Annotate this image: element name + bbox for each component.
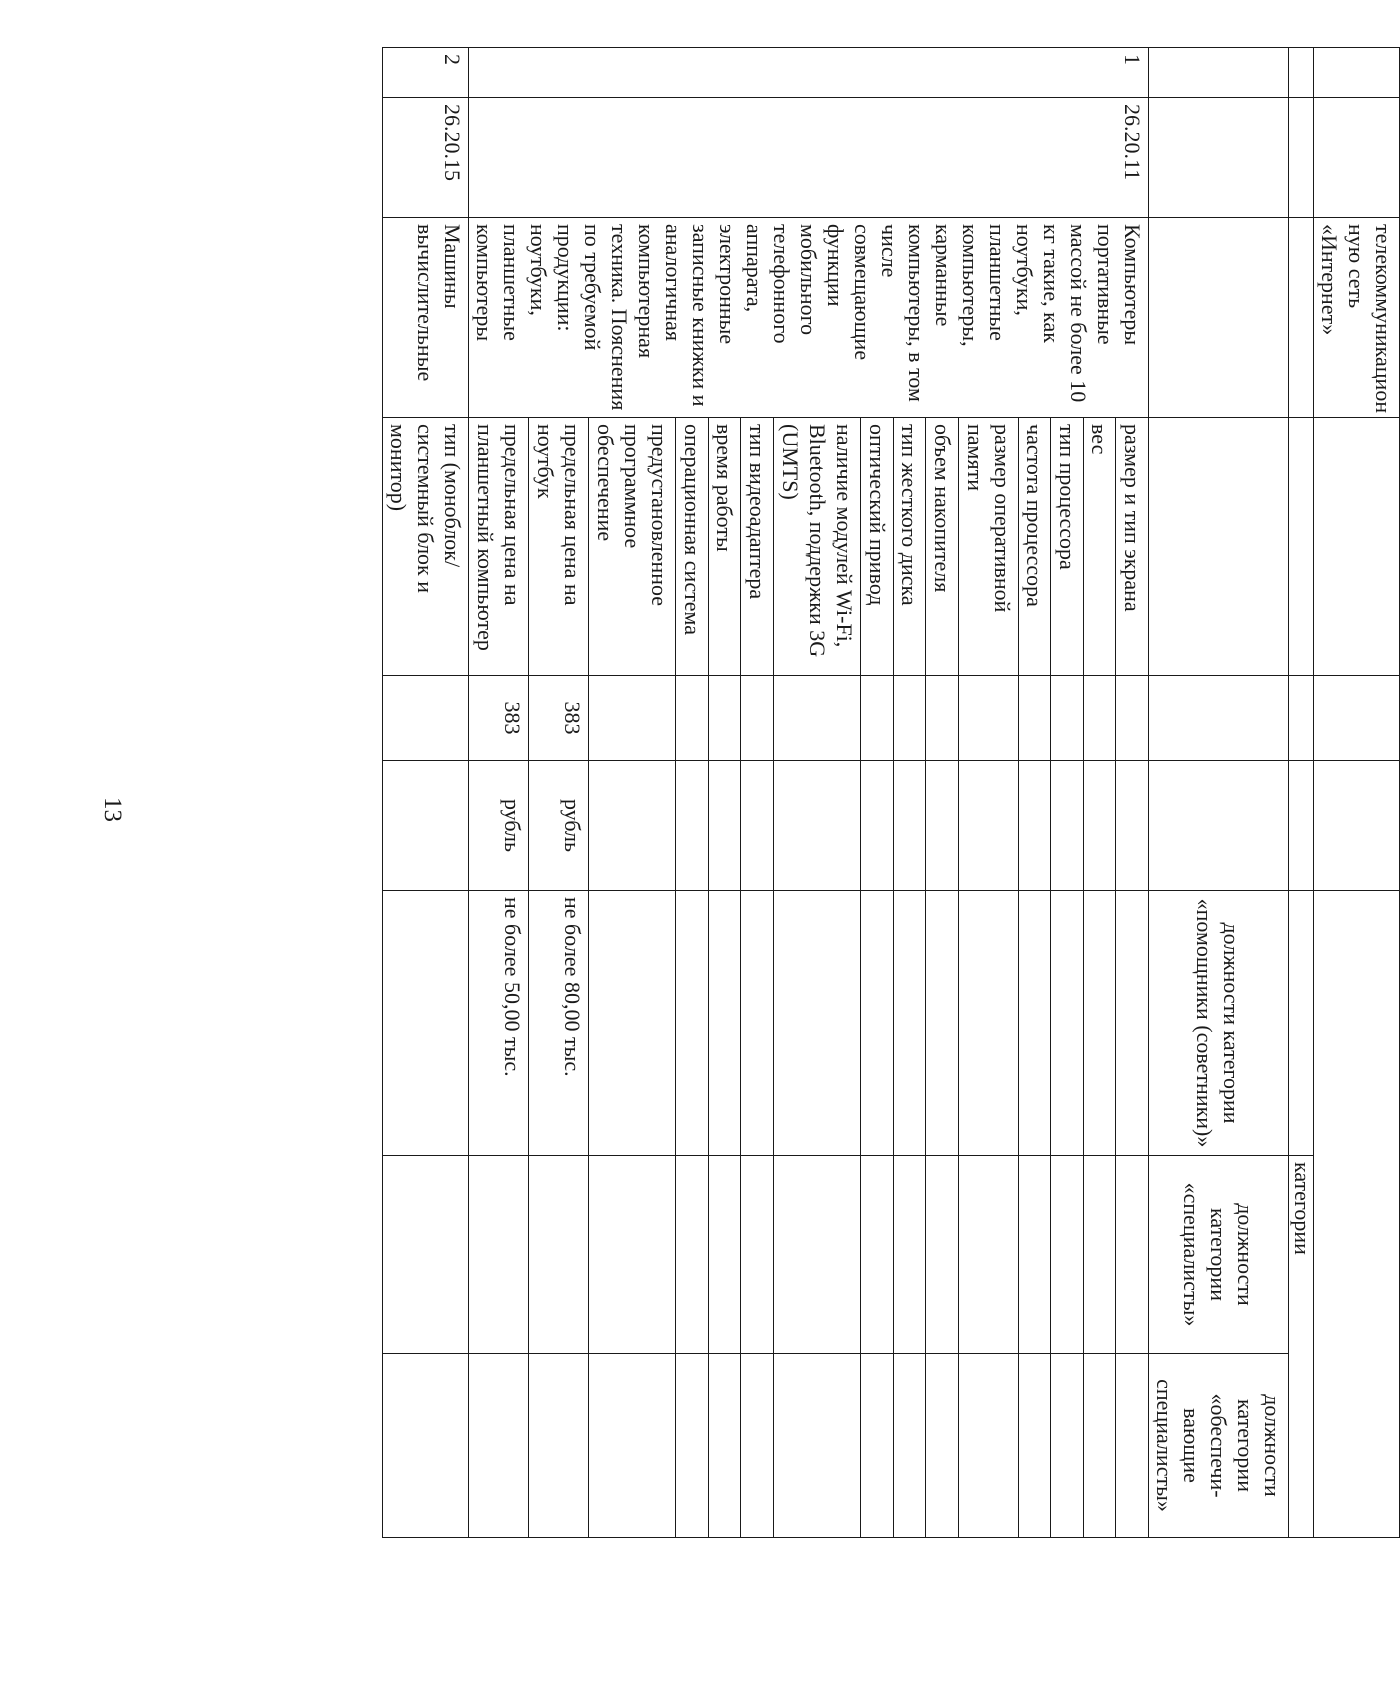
hdr2-name bbox=[1289, 218, 1314, 418]
char-assistants bbox=[1116, 891, 1149, 1156]
hdr-cell-char bbox=[1314, 418, 1400, 676]
char-specialists bbox=[1018, 1156, 1051, 1354]
char-unit bbox=[589, 761, 676, 891]
char-name: наличие модулей Wi-Fi, Bluetooth, поддержки 3G (UMTS) bbox=[774, 418, 861, 676]
char-name: тип жесткого диска bbox=[893, 418, 926, 676]
item1-name: Компьютеры портативные массой не более 10 кг такие, как ноутбуки, планшетные компьютеры, карманные компьютеры, в том числе совмещающие функции мобильного телефонного аппарата, электронные записные книжки и аналогичная компьютерная техника. Пояснения по требуемой продукции: ноутбуки, планшетные компьютеры bbox=[469, 218, 1149, 418]
char-support bbox=[1051, 1354, 1084, 1538]
char-okei bbox=[958, 676, 1018, 761]
hdr-cell-code bbox=[1314, 98, 1400, 218]
hdr2-num bbox=[1289, 48, 1314, 98]
char-assistants: не более 80,00 тыс. bbox=[529, 891, 589, 1156]
requirements-table-rotated bbox=[178, 47, 1400, 1537]
char-okei: 383 bbox=[529, 676, 589, 761]
char-support bbox=[893, 1354, 926, 1538]
hdr-internet-text: телекоммуникацион ную сеть «Интернет» bbox=[1314, 218, 1400, 418]
categories-label: категории bbox=[1289, 1156, 1314, 1538]
char-support bbox=[469, 1354, 529, 1538]
char-specialists bbox=[958, 1156, 1018, 1354]
char-specialists bbox=[1116, 1156, 1149, 1354]
char-specialists bbox=[589, 1156, 676, 1354]
hdr-cell-okei bbox=[1314, 676, 1400, 761]
char-okei bbox=[926, 676, 959, 761]
char-support bbox=[1018, 1354, 1051, 1538]
char-support bbox=[741, 1354, 774, 1538]
char-assistants bbox=[741, 891, 774, 1156]
item2-okei bbox=[383, 676, 469, 761]
col-specialists-header: должности категории «специалисты» bbox=[1149, 1156, 1289, 1354]
char-name: предельная цена на ноутбук bbox=[529, 418, 589, 676]
char-name: частота процессора bbox=[1018, 418, 1051, 676]
char-unit: рубль bbox=[469, 761, 529, 891]
char-specialists bbox=[774, 1156, 861, 1354]
hdr3-okei bbox=[1149, 676, 1289, 761]
hdr2-unit bbox=[1289, 761, 1314, 891]
char-support bbox=[589, 1354, 676, 1538]
char-unit: рубль bbox=[529, 761, 589, 891]
char-support bbox=[926, 1354, 959, 1538]
char-unit bbox=[741, 761, 774, 891]
char-okei: 383 bbox=[469, 676, 529, 761]
char-support bbox=[1116, 1354, 1149, 1538]
hdr3-num bbox=[1149, 48, 1289, 98]
item2-unit bbox=[383, 761, 469, 891]
char-okei bbox=[774, 676, 861, 761]
item2-specialists bbox=[383, 1156, 469, 1354]
char-support bbox=[861, 1354, 894, 1538]
hdr2-code bbox=[1289, 98, 1314, 218]
item2-code: 26.20.15 bbox=[383, 98, 469, 218]
char-name: размер оперативной памяти bbox=[958, 418, 1018, 676]
char-support bbox=[1083, 1354, 1116, 1538]
char-name: предельная цена на планшетный компьютер bbox=[469, 418, 529, 676]
char-unit bbox=[1116, 761, 1149, 891]
hdr3-char bbox=[1149, 418, 1289, 676]
char-assistants bbox=[708, 891, 741, 1156]
char-assistants bbox=[1051, 891, 1084, 1156]
char-name: предустановленное программное обеспечение bbox=[589, 418, 676, 676]
char-name: операционная система bbox=[676, 418, 709, 676]
item2-assistants bbox=[383, 891, 469, 1156]
char-assistants bbox=[676, 891, 709, 1156]
char-unit bbox=[676, 761, 709, 891]
char-name: вес bbox=[1083, 418, 1116, 676]
char-name: объем накопителя bbox=[926, 418, 959, 676]
item2-support bbox=[383, 1354, 469, 1538]
hdr2-okei bbox=[1289, 676, 1314, 761]
char-support bbox=[708, 1354, 741, 1538]
char-name: тип видеоадаптера bbox=[741, 418, 774, 676]
hdr-cell-values bbox=[1314, 891, 1400, 1538]
char-specialists bbox=[676, 1156, 709, 1354]
char-support bbox=[774, 1354, 861, 1538]
char-assistants: не более 50,00 тыс. bbox=[469, 891, 529, 1156]
char-unit bbox=[1051, 761, 1084, 891]
char-okei bbox=[861, 676, 894, 761]
hdr2-assistants bbox=[1289, 891, 1314, 1156]
item2-name: Машины вычислительные bbox=[383, 218, 469, 418]
char-specialists bbox=[469, 1156, 529, 1354]
item1-num: 1 bbox=[469, 48, 1149, 98]
char-specialists bbox=[926, 1156, 959, 1354]
hdr2-char bbox=[1289, 418, 1314, 676]
page-number: 13 bbox=[99, 797, 126, 822]
char-name: тип процессора bbox=[1051, 418, 1084, 676]
char-specialists bbox=[893, 1156, 926, 1354]
char-specialists bbox=[529, 1156, 589, 1354]
char-assistants bbox=[1083, 891, 1116, 1156]
char-okei bbox=[589, 676, 676, 761]
char-okei bbox=[741, 676, 774, 761]
char-specialists bbox=[861, 1156, 894, 1354]
hdr3-unit bbox=[1149, 761, 1289, 891]
char-specialists bbox=[741, 1156, 774, 1354]
char-assistants bbox=[893, 891, 926, 1156]
char-unit bbox=[708, 761, 741, 891]
char-okei bbox=[1018, 676, 1051, 761]
char-okei bbox=[676, 676, 709, 761]
char-support bbox=[958, 1354, 1018, 1538]
char-unit bbox=[893, 761, 926, 891]
hdr3-code bbox=[1149, 98, 1289, 218]
char-okei bbox=[708, 676, 741, 761]
char-assistants bbox=[589, 891, 676, 1156]
char-unit bbox=[1018, 761, 1051, 891]
char-name: время работы bbox=[708, 418, 741, 676]
char-okei bbox=[893, 676, 926, 761]
hdr-cell-unit bbox=[1314, 761, 1400, 891]
char-okei bbox=[1116, 676, 1149, 761]
hdr3-name bbox=[1149, 218, 1289, 418]
char-unit bbox=[926, 761, 959, 891]
char-specialists bbox=[1083, 1156, 1116, 1354]
char-assistants bbox=[774, 891, 861, 1156]
item2-num: 2 bbox=[383, 48, 469, 98]
char-specialists bbox=[708, 1156, 741, 1354]
char-assistants bbox=[861, 891, 894, 1156]
char-unit bbox=[774, 761, 861, 891]
char-assistants bbox=[1018, 891, 1051, 1156]
char-support bbox=[676, 1354, 709, 1538]
char-unit bbox=[1083, 761, 1116, 891]
char-unit bbox=[861, 761, 894, 891]
char-assistants bbox=[958, 891, 1018, 1156]
item2-characteristic: тип (моноблок/системный блок и монитор) bbox=[383, 418, 469, 676]
char-okei bbox=[1083, 676, 1116, 761]
requirements-table bbox=[382, 47, 1400, 1538]
col-support-header: должности категории «обеспечи-вающие специалисты» bbox=[1149, 1354, 1289, 1538]
char-unit bbox=[958, 761, 1018, 891]
item1-code: 26.20.11 bbox=[469, 98, 1149, 218]
hdr-cell-num bbox=[1314, 48, 1400, 98]
char-specialists bbox=[1051, 1156, 1084, 1354]
char-name: размер и тип экрана bbox=[1116, 418, 1149, 676]
char-assistants bbox=[926, 891, 959, 1156]
char-okei bbox=[1051, 676, 1084, 761]
char-name: оптический привод bbox=[861, 418, 894, 676]
col-assistants-header: должности категории «помощники (советники)» bbox=[1149, 891, 1289, 1156]
char-support bbox=[529, 1354, 589, 1538]
